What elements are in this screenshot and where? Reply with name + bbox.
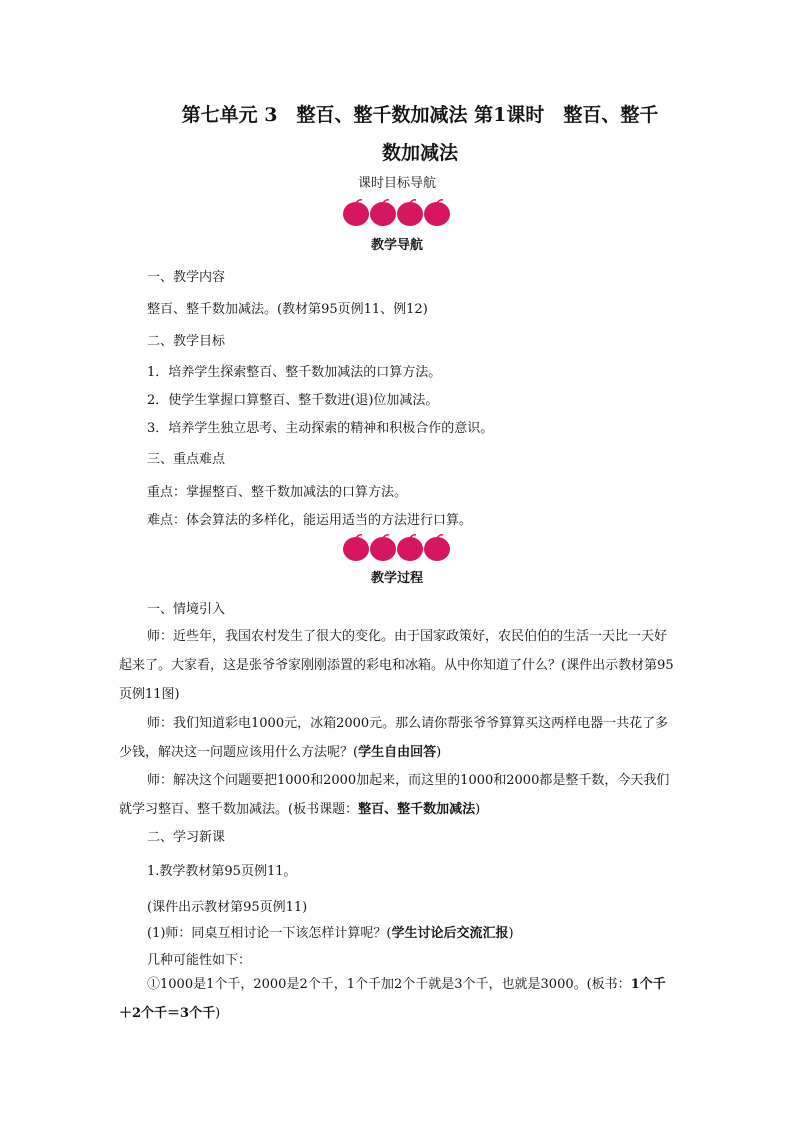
apple-dot: [424, 202, 450, 226]
apple-dot: [424, 537, 450, 561]
apple-dot: [370, 537, 396, 561]
para3-text: 师：解决这个问题要把1000和2000加起来，而这里的1000和2000都是整千数，今天我们就学习整百、整千数加减法。(板书课题：: [119, 773, 670, 817]
apple-dot: [370, 202, 396, 226]
q1-close: ): [508, 926, 514, 941]
possibilities-label: 几种可能性如下：: [147, 953, 252, 968]
key-point: 重点：掌握整百、整千数加减法的口算方法。: [147, 485, 408, 500]
para2-text: 师：我们知道彩电1000元，冰箱2000元。那么请你帮张爷爷算算买这两样电器一共花了多少钱，解决这一问题应该用什么方法呢？(: [119, 716, 669, 760]
para3-close: ): [475, 802, 481, 817]
poss1-bold: 1个千＋2个千＝3个千: [119, 977, 666, 1021]
possibility-1: [119, 970, 675, 1028]
para2-close: ): [436, 745, 442, 760]
title-line-2: 数加减法: [381, 142, 458, 164]
decorative-dots-2: [0, 533, 794, 567]
apple-dots-icon: [342, 533, 452, 563]
poss1-close: ): [215, 1006, 221, 1021]
q1-bold: 学生讨论后交流汇报: [391, 926, 509, 941]
paragraph-2: [119, 709, 675, 767]
heading-content: 一、教学内容: [147, 270, 226, 285]
difficulty: 难点：体会算法的多样化，能运用适当的方法进行口算。: [147, 513, 473, 528]
apple-dot: [343, 537, 369, 561]
heading-goals: 二、教学目标: [147, 334, 226, 349]
goal-item: 3．培养学生独立思考、主动探索的精神和积极合作的意识。: [147, 421, 494, 436]
para2-bold: 学生自由回答: [358, 745, 437, 760]
paragraph-3: [119, 766, 675, 824]
goal-item: 1．培养学生探索整百、整千数加减法的口算方法。: [147, 365, 442, 380]
heading-new-lesson: 二、学习新课: [147, 830, 226, 845]
page-title: [120, 96, 720, 172]
apple-dot: [397, 537, 423, 561]
question-1: [147, 922, 514, 941]
heading-key-points: 三、重点难点: [147, 452, 226, 467]
para3-bold: 整百、整千数加减法: [358, 802, 476, 817]
goal-item: 2．使学生掌握口算整百、整千数进(退)位加减法。: [147, 393, 439, 408]
content-text: 整百、整千数加减法。(教材第95页例11、例12): [147, 302, 428, 317]
apple-dots-icon: [342, 198, 452, 228]
item-1: 1.教学教材第95页例11。: [147, 864, 297, 879]
q1-text: (1)师：同桌互相讨论一下该怎样计算呢？(: [147, 926, 392, 941]
lesson-goal-nav-label: 课时目标导航: [357, 176, 436, 191]
decorative-dots-1: [0, 198, 794, 232]
item-1-note: (课件出示教材第95页例11): [147, 900, 308, 915]
paragraph-1: 师：近些年，我国农村发生了很大的变化。由于国家政策好，农民伯伯的生活一天比一天好起来了。大家看，这是张爷爷家刚刚添置的彩电和冰箱。从中你知道了什么？(课件出示教材第95页例11图): [119, 629, 674, 702]
heading-intro: 一、情境引入: [147, 602, 226, 617]
poss1-text: ①1000是1个千，2000是2个千，1个千加2个千就是3个千，也就是3000。(板书：: [147, 977, 631, 992]
title-line-1: 第七单元 3 整百、整千数加减法 第1课时 整百、整千: [181, 104, 659, 126]
section-process: 教学过程: [370, 571, 423, 586]
section-teaching-nav: 教学导航: [370, 238, 423, 253]
apple-dot: [343, 202, 369, 226]
apple-dot: [397, 202, 423, 226]
